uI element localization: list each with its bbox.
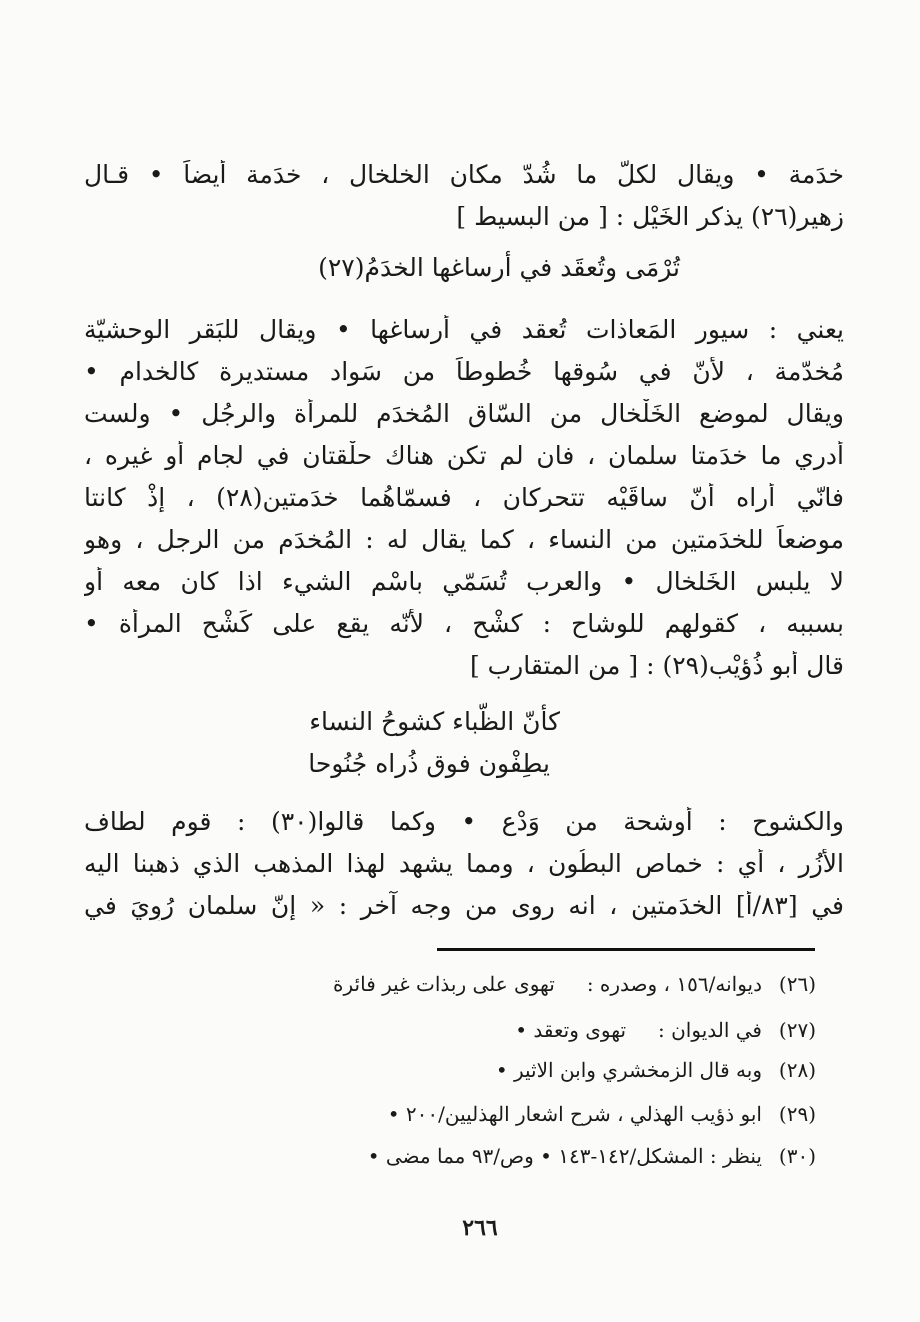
footnote-30 [196, 1143, 816, 1169]
footnote-26 [196, 971, 816, 997]
footnote-divider [437, 948, 815, 951]
footnote-text: في الديوان : [658, 1018, 762, 1042]
body-line-11: قال أبو ذُؤيْب(٢٩) : [ من المتقارب ] [469, 651, 844, 680]
footnote-text: ديوانه/١٥٦ ، وصدره : [586, 972, 762, 996]
footnote-number: (٣٠) [778, 1144, 816, 1168]
body-line-10: بسببه ، كقولهم للوشاح : كشْح ، لأنّه يقع على كَشْح المرأة • [84, 609, 844, 638]
body-line-4: مُخدّمة ، لأنّ في سُوقها خُطوطاً من سَواد مستديرة كالخدام • [84, 357, 844, 386]
verse-abu-dhuayb-2: يطِفْون فوق ذُراه جُنُوحا [308, 749, 550, 778]
body-line-13: الأُزُر ، أي : خماص البطُون ، ومما يشهد لهذا المذهب الذي ذهبنا اليه [84, 849, 844, 878]
footnote-text: ينظر : المشكل/١٤٢-١٤٣ • وص/٩٣ مما مضى • [367, 1144, 762, 1168]
body-line-5: ويقال لموضع الخَلْخال من السّاق المُخدَم للمرأة والرجُل • ولست [84, 399, 844, 428]
footnote-28 [196, 1057, 816, 1083]
footnote-29 [196, 1101, 816, 1127]
footnote-quote: تهوى وتعقد • [515, 1018, 627, 1042]
body-line-3: يعني : سيور المَعاذات تُعقد في أرساغها • ويقال للبَقر الوحشيّة [84, 315, 844, 344]
body-line-7: فانّي أراه أنّ ساقَيْه تتحركان ، فسمّاهُما خدَمتين(٢٨) ، إذْ كانتا [84, 483, 844, 512]
footnote-number: (٢٦) [778, 972, 816, 996]
page-number: ٢٦٦ [462, 1215, 498, 1241]
body-line-9: لا يلبس الخَلخال • والعرب تُسَمّي باسْم الشيء اذا كان معه أو [84, 567, 844, 596]
body-line-12: والكشوح : أوشحة من وَدْعٍ • وكما قالوا(٣٠) : قوم لطاف [84, 807, 844, 836]
verse-abu-dhuayb-1: كأنّ الظّباء كشوحُ النساء [309, 707, 560, 736]
body-line-6: أدري ما خدَمتا سلمان ، فان لم تكن هناك حلْقتان في لجام أو غيره ، [84, 441, 844, 470]
body-line-2: زهير(٢٦) يذكر الخَيْل : [ من البسيط ] [456, 202, 844, 231]
footnote-text: وبه قال الزمخشري وابن الاثير • [495, 1058, 762, 1082]
footnote-text: ابو ذؤيب الهذلي ، شرح اشعار الهذليين/٢٠٠ • [387, 1102, 762, 1126]
footnote-number: (٢٨) [778, 1058, 816, 1082]
footnote-number: (٢٩) [778, 1102, 816, 1126]
body-line-14: في [٨٣/أ] الخدَمتين ، انه روى من وجه آخر : « إنّ سلمان رُوِيَ في [84, 891, 844, 920]
footnote-number: (٢٧) [778, 1018, 816, 1042]
footnote-27 [196, 1017, 816, 1043]
body-line-8: موضعاً للخدَمتين من النساء ، كما يقال له : المُخدَم من الرجل ، وهو [84, 525, 844, 554]
body-line-1: خدَمة • ويقال لكلّ ما شُدّ مكان الخلخال ، خدَمة أيضاً • قـال [84, 160, 844, 189]
verse-zuhayr: تُرْمَى وتُعقَد في أرساغها الخدَمُ(٢٧) [318, 253, 680, 282]
footnote-quote: تهوى على ربذات غير فائرة [333, 972, 555, 996]
